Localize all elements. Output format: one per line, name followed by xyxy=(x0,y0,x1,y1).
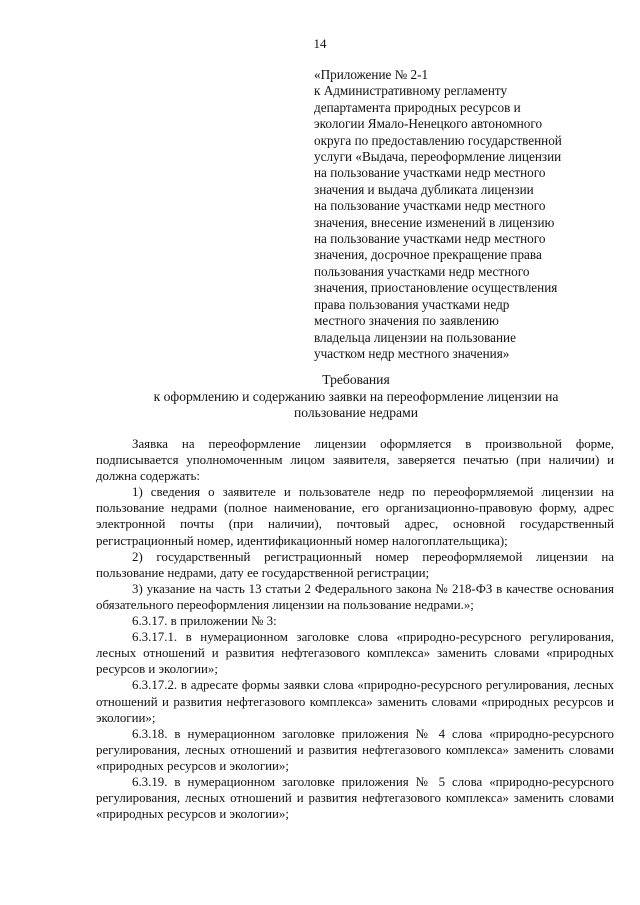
annex-line: на пользование участками недр местного xyxy=(314,165,546,181)
annex-line: на пользование участками недр местного xyxy=(314,231,546,247)
annex-line: пользования участками недр местного xyxy=(314,263,530,279)
annex-line: «Приложение № 2-1 xyxy=(314,67,429,82)
annex-line: значения, досрочное прекращение права xyxy=(314,247,542,263)
annex-line: значения и выдача дубликата лицензии xyxy=(314,181,534,197)
annex-line: значения, внесение изменений в лицензию xyxy=(314,214,555,230)
annex-header xyxy=(314,67,614,362)
paragraph: 1) сведения о заявителе и пользователе недр по переоформляемой лицензии на пользование недрами (полное наименование, его организационно-правовую форму, адрес электронной почты (при наличии), почтовый адрес, основной государственный регистрационный номер, идентификационный номер налогоплательщика); xyxy=(96,485,614,548)
paragraph: 6.3.17.2. в адресате формы заявки слова «природно-ресурсного регулирования, лесных отношений и развития нефтегазового комплекса» заменить словами «природных ресурсов и экологии»; xyxy=(96,678,614,725)
annex-line: местного значения по заявлению xyxy=(314,313,499,329)
annex-line: владельца лицензии на пользование участком недр местного значения» xyxy=(314,329,516,361)
title-line: пользование недрами xyxy=(294,405,418,420)
body-text xyxy=(96,436,614,822)
paragraph: 2) государственный регистрационный номер переоформляемой лицензии на пользование недрами, дату ее государственной регистрации; xyxy=(96,549,614,580)
title-line: к оформлению и содержанию заявки на переоформление лицензии на xyxy=(153,388,559,404)
paragraph: 3) указание на часть 13 статьи 2 Федерального закона № 218-ФЗ в качестве основания обязательного переоформления лицензии на пользование недрами.»; xyxy=(96,581,614,612)
annex-line: значения, приостановление осуществления xyxy=(314,280,558,296)
requirements-title xyxy=(96,372,616,422)
annex-line: на пользование участками недр местного xyxy=(314,198,546,214)
title-heading: Требования xyxy=(322,372,390,387)
page-number: 14 xyxy=(313,36,327,51)
annex-line: права пользования участками недр xyxy=(314,296,510,312)
paragraph: 6.3.19. в нумерационном заголовке приложения № 5 слова «природно-ресурсного регулирования, лесных отношений и развития нефтегазового комплекса» заменить словами «природных ресурсов и экологии»; xyxy=(96,774,614,822)
paragraph: 6.3.18. в нумерационном заголовке приложения № 4 слова «природно-ресурсного регулирования, лесных отношений и развития нефтегазового комплекса» заменить словами «природных ресурсов и экологии»; xyxy=(96,726,614,773)
paragraph: 6.3.17.1. в нумерационном заголовке слова «природно-ресурсного регулирования, лесных отношений и развития нефтегазового комплекса» заменить словами «природных ресурсов и экологии»; xyxy=(96,630,614,677)
annex-line: экологии Ямало-Ненецкого автономного xyxy=(314,116,543,132)
annex-line: департамента природных ресурсов и xyxy=(314,99,521,115)
paragraph: Заявка на переоформление лицензии оформляется в произвольной форме, подписывается уполномоченным лицом заявителя, заверяется печатью (при наличии) и должна содержать: xyxy=(96,437,614,484)
paragraph: 6.3.17. в приложении № 3: xyxy=(132,614,277,629)
annex-line: к Административному регламенту xyxy=(314,83,508,99)
annex-line: услуги «Выдача, переоформление лицензии xyxy=(314,149,562,165)
annex-line: округа по предоставлению государственной xyxy=(314,132,562,148)
